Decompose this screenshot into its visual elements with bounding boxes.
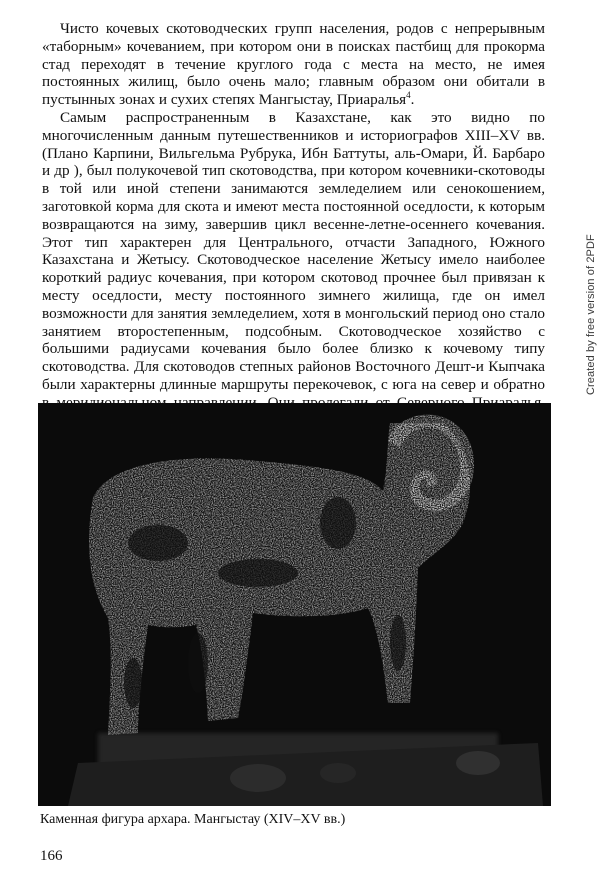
- paragraph-1-end: .: [410, 91, 415, 109]
- paragraph-1: [42, 20, 545, 109]
- figure-caption: Каменная фигура архара. Мангыстау (XIV–XV вв.): [40, 812, 346, 827]
- body-text: [42, 20, 545, 429]
- argali-image: [38, 403, 551, 806]
- footnote-ref[interactable]: 4: [406, 90, 411, 101]
- paragraph-2: Самым распространенным в Казахстане, как это видно по многочисленным данным путешественников и историографов XIII–XV вв. (Плано Карпини, Вильгельма Рубрука, Ибн Баттуты, аль-Омари, Й. Барбаро и др ), был полукочевой тип скотоводства, при котором кочевники-скотоводы в той или иной степени занимаются земледелием или сенокошением, заготовкой корма для скота и имеют места постоянной оседлости, к которым возвращаются на зиму, завершив цикл весенне-летне-осеннего кочевания. Этот тип характерен для Центрального, отчасти Западного, Южного Казахстана и Жетысу. Скотоводческое население Жетысу имело наиболее короткий радиус кочевания, при котором скотовод прочнее был привязан к месту оседлости, месту постоянного зимнего жилища, где он имел возможности для занятия земледелием, хотя в монгольский период оно стало занятием второстепенным, подсобным. Скотоводческое хозяйство с большими радиусами кочевания было более близко к кочевому типу скотоводства. Для скотоводов степных районов Восточного Дешт-и Кыпчака были характерны длинные маршруты перекочевок, с юга на север и обратно: [42, 108, 545, 393]
- paragraph-1-text: Чисто кочевых скотоводческих групп населения, родов с непрерывным «таборным» кочеванием, при котором они в поисках пастбищ для прокорма стад переходят в течение круглого года с места на место, не имея постоянных жилищ, было очень мало; главным образом они обитали в пустынных зонах и сухих степях Мангыстау, Приаралья: [42, 20, 545, 109]
- page-number: 166: [40, 848, 63, 864]
- photo-stone-argali-figure: [38, 403, 551, 806]
- watermark-text: Created by free version of 2PDF: [585, 234, 597, 395]
